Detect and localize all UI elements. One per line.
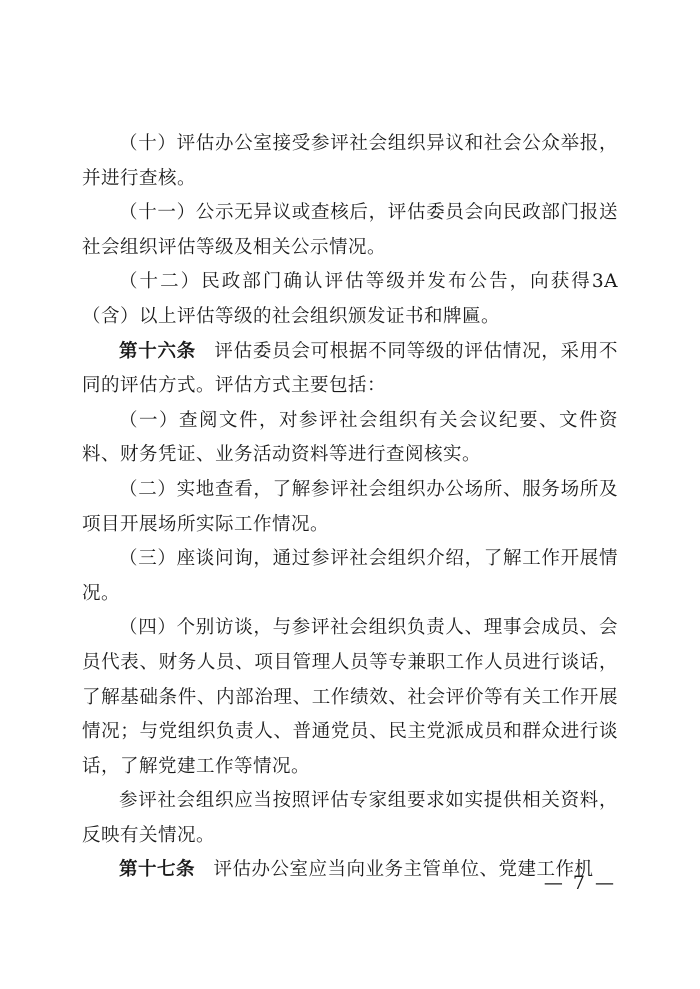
paragraph-8	[82, 611, 618, 784]
paragraph-text: （一）查阅文件，对参评社会组织有关会议纪要、文件资料、财务凭证、业务活动资料等进行查阅核实。	[82, 409, 618, 466]
paragraph-text: （三）座谈问询，通过参评社会组织介绍，了解工作开展情况。	[82, 548, 618, 604]
article-number: 第十六条	[119, 340, 196, 362]
paragraph-text: 参评社会组织应当按照评估专家组要求如实提供相关资料，反映有关情况。	[82, 790, 618, 846]
paragraph-5	[82, 404, 618, 473]
paragraph-text: （二）实地查看，了解参评社会组织办公场所、服务场所及项目开展场所实际工作情况。	[82, 478, 618, 535]
article-number: 第十七条	[119, 859, 196, 881]
document-body	[82, 127, 618, 888]
page-number: — 7 —	[543, 872, 616, 894]
paragraph-text: （四）个别访谈，与参评社会组织负责人、理事会成员、会员代表、财务人员、项目管理人员等专兼职工作人员进行谈话，了解基础条件、内部治理、工作绩效、社会评价等有关工作开展情况；与党组织负责人、普通党员、民主党派成员和群众进行谈话，了解党建工作等情况。	[82, 617, 618, 777]
paragraph-9	[82, 784, 618, 853]
paragraph-6	[82, 473, 618, 542]
paragraph-text: （十二）民政部门确认评估等级并发布公告，向获得3A（含）以上评估等级的社会组织颁发证书和牌匾。	[82, 271, 618, 327]
paragraph-3	[82, 265, 618, 334]
paragraph-1	[82, 127, 618, 196]
paragraph-2	[82, 196, 618, 265]
paragraph-text: 评估办公室应当向业务主管单位、党建工作机	[213, 859, 594, 881]
paragraph-10	[82, 853, 618, 888]
paragraph-4	[82, 335, 618, 404]
paragraph-text: （十）评估办公室接受参评社会组织异议和社会公众举报，并进行查核。	[82, 133, 618, 189]
paragraph-text: 评估委员会可根据不同等级的评估情况，采用不同的评估方式。评估方式主要包括：	[82, 340, 618, 397]
paragraph-text: （十一）公示无异议或查核后，评估委员会向民政部门报送社会组织评估等级及相关公示情况。	[82, 202, 618, 258]
paragraph-7	[82, 542, 618, 611]
